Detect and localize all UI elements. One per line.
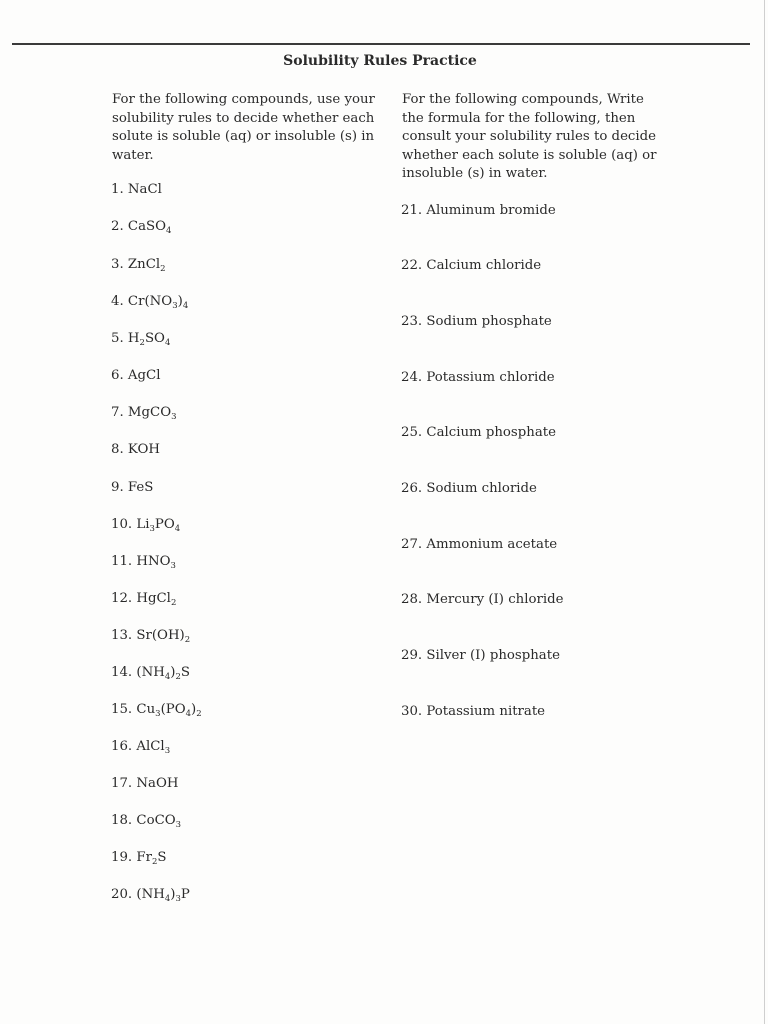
item-formula: $H_2SO_4$ xyxy=(127,331,171,348)
left-item xyxy=(111,256,166,274)
item-formula: $(NH_4)_3P$ xyxy=(136,887,190,904)
item-number: 3. xyxy=(111,257,124,272)
right-item xyxy=(401,480,537,498)
item-number: 26. xyxy=(401,481,423,496)
item-formula: $HNO_3$ xyxy=(136,554,176,571)
item-formula: $(NH_4)_2S$ xyxy=(136,665,190,682)
item-name: Ammonium acetate xyxy=(426,537,558,552)
left-item xyxy=(111,330,170,348)
left-item xyxy=(111,553,176,571)
item-number: 5. xyxy=(111,331,124,346)
left-item xyxy=(111,849,167,867)
item-name: Calcium chloride xyxy=(426,258,542,273)
item-formula: HgCl$_2$ xyxy=(136,591,177,608)
item-formula: CoCO$_3$ xyxy=(136,813,182,830)
item-number: 7. xyxy=(111,405,124,420)
right-item xyxy=(401,536,557,554)
item-name: Sodium chloride xyxy=(426,481,537,496)
page-edge xyxy=(764,0,765,1024)
item-formula: KOH xyxy=(127,442,160,457)
left-item xyxy=(111,590,176,608)
left-item xyxy=(111,293,188,311)
item-formula: $Cr(NO_3)_4$ xyxy=(127,294,189,311)
left-item xyxy=(111,886,190,904)
item-formula: $Fr_2S$ xyxy=(136,850,167,867)
left-instructions: For the following compounds, use your solubility rules to decide whether each solute is soluble (aq) or insoluble (s) in water. xyxy=(112,92,375,163)
item-number: 1. xyxy=(111,182,124,197)
item-number: 8. xyxy=(111,442,124,457)
item-formula: NaOH xyxy=(136,776,179,791)
left-item xyxy=(111,775,178,793)
page-title: Solubility Rules Practice xyxy=(283,53,477,69)
item-number: 30. xyxy=(401,704,423,719)
left-item xyxy=(111,404,177,422)
left-item xyxy=(111,218,171,236)
item-number: 23. xyxy=(401,314,423,329)
left-item xyxy=(111,627,190,645)
item-formula: $Sr(OH)_2$ xyxy=(136,628,191,645)
right-item xyxy=(401,647,560,665)
right-item xyxy=(401,257,541,275)
top-rule xyxy=(12,43,750,45)
right-item xyxy=(401,591,563,609)
item-name: Aluminum bromide xyxy=(426,203,556,218)
item-number: 15. xyxy=(111,702,133,717)
item-number: 25. xyxy=(401,425,423,440)
right-item xyxy=(401,424,556,442)
item-name: Silver (I) phosphate xyxy=(426,648,560,663)
item-number: 17. xyxy=(111,776,133,791)
item-formula: CaSO$_4$ xyxy=(127,219,172,236)
item-number: 6. xyxy=(111,368,124,383)
item-number: 11. xyxy=(111,554,133,569)
item-number: 14. xyxy=(111,665,133,680)
item-number: 10. xyxy=(111,517,133,532)
left-item xyxy=(111,701,202,719)
right-instructions: For the following compounds, Write the formula for the following, then consult your solubility rules to decide whether each solute is soluble (aq) or insoluble (s) in water. xyxy=(402,92,657,181)
item-formula: NaCl xyxy=(127,182,162,197)
item-number: 12. xyxy=(111,591,133,606)
item-number: 19. xyxy=(111,850,133,865)
item-formula: MgCO$_3$ xyxy=(127,405,177,422)
left-item xyxy=(111,181,162,199)
left-item xyxy=(111,812,181,830)
item-name: Potassium nitrate xyxy=(426,704,546,719)
item-formula: $Cu_3(PO_4)_2$ xyxy=(136,702,202,719)
right-item xyxy=(401,703,545,721)
item-number: 21. xyxy=(401,203,423,218)
item-number: 13. xyxy=(111,628,133,643)
item-number: 29. xyxy=(401,648,423,663)
left-item xyxy=(111,516,180,534)
left-item xyxy=(111,367,160,385)
item-number: 9. xyxy=(111,480,124,495)
item-number: 24. xyxy=(401,370,423,385)
item-number: 18. xyxy=(111,813,133,828)
left-item xyxy=(111,738,170,756)
right-item xyxy=(401,313,552,331)
item-name: Sodium phosphate xyxy=(426,314,552,329)
right-item xyxy=(401,369,555,387)
item-formula: AgCl xyxy=(127,368,161,383)
item-number: 28. xyxy=(401,592,423,607)
item-name: Mercury (I) chloride xyxy=(426,592,564,607)
item-number: 27. xyxy=(401,537,423,552)
item-formula: ZnCl$_2$ xyxy=(127,257,166,274)
item-formula: AlCl$_3$ xyxy=(136,739,171,756)
left-item xyxy=(111,664,190,682)
item-formula: FeS xyxy=(127,480,154,495)
item-name: Potassium chloride xyxy=(426,370,555,385)
right-item xyxy=(401,202,556,220)
item-number: 2. xyxy=(111,219,124,234)
left-item xyxy=(111,441,160,459)
left-item xyxy=(111,479,153,497)
item-number: 4. xyxy=(111,294,124,309)
item-name: Calcium phosphate xyxy=(426,425,556,440)
item-number: 22. xyxy=(401,258,423,273)
item-formula: $Li_3PO_4$ xyxy=(136,517,181,534)
item-number: 20. xyxy=(111,887,133,902)
item-number: 16. xyxy=(111,739,133,754)
